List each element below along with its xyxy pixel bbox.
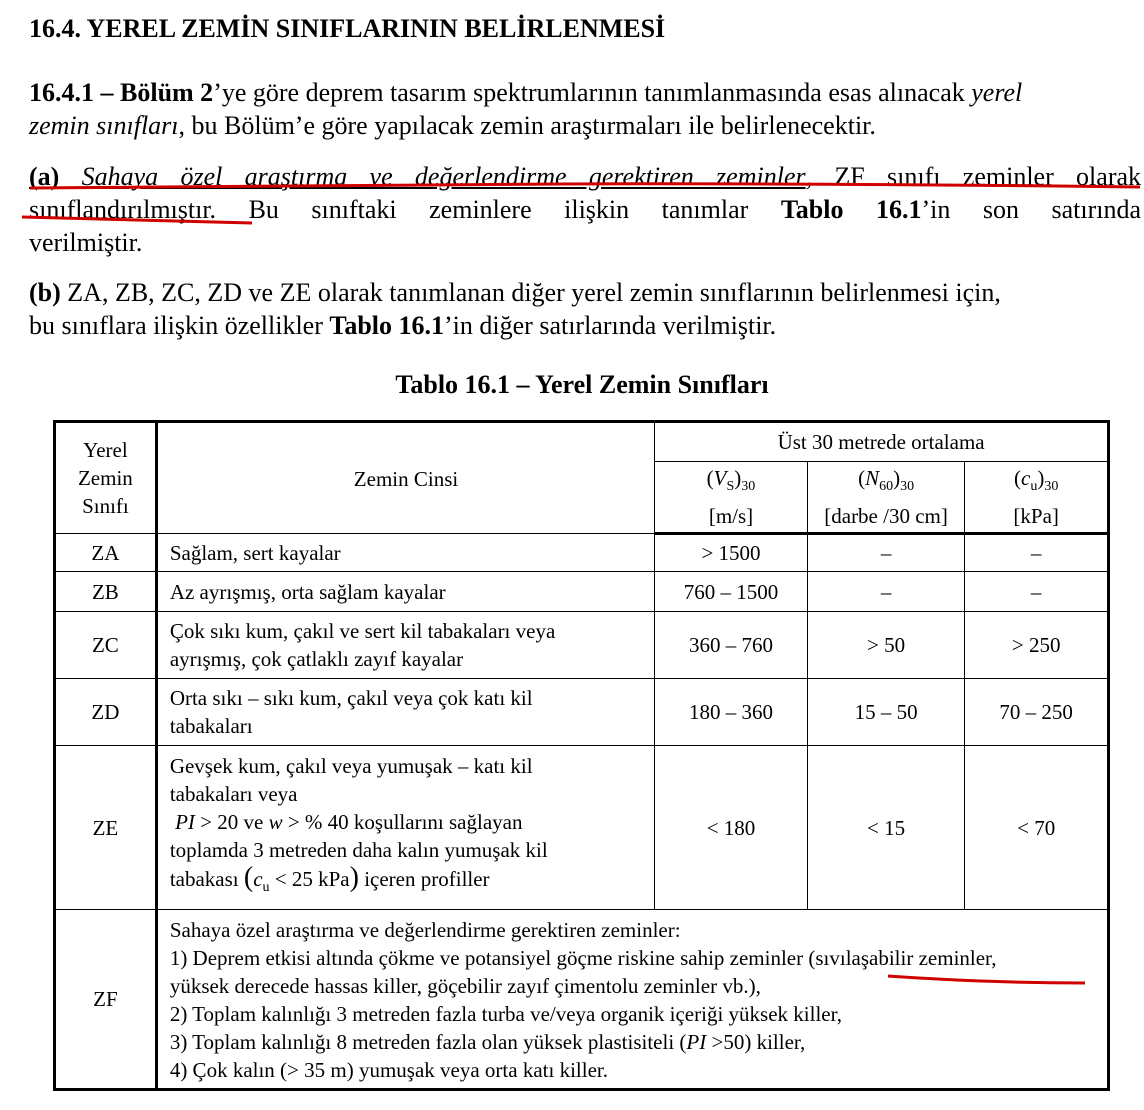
paragraph-text: verilmiştir. <box>29 228 143 257</box>
cu-cell: > 250 <box>965 612 1109 679</box>
soil-type-line: Gevşek kum, çakıl veya yumuşak – katı kil <box>169 754 533 779</box>
paragraph-italic: yerel <box>971 78 1023 107</box>
soil-class-cell: ZD <box>55 679 157 746</box>
table-row <box>55 746 1109 910</box>
zf-line: 2) Toplam kalınlığı 3 metreden fazla turba ve/veya organik içeriği yüksek killer, <box>169 1002 843 1026</box>
soil-type-line: tabakası ($c_u < 25$ kPa) içeren profiller <box>169 862 490 896</box>
header-text: Zemin <box>77 466 133 490</box>
zf-line: 1) Deprem etkisi altında çökme ve potansiyel göçme riskine sahip zeminler (sıvılaşabilir zeminler, <box>169 946 997 970</box>
section-heading: 16.4. YEREL ZEMİN SINIFLARININ BELİRLENMESİ <box>29 14 666 43</box>
vs30-cell: 180 – 360 <box>655 679 808 746</box>
symbol-n60: N <box>865 466 880 491</box>
header-soil-class <box>55 422 157 534</box>
table-row <box>55 612 1109 679</box>
table-row <box>55 534 1109 572</box>
paragraph-text: , ZF sınıfı zeminler olarak <box>805 162 1142 191</box>
header-n60-30: $(N_{60})_{30}$ [darbe /30 cm] <box>807 462 965 534</box>
soil-type-line: toplamda 3 metreden daha kalın yumuşak kil <box>169 838 548 863</box>
header-vs30: $(V_S)_{30}$ [m/s] <box>655 462 808 534</box>
soil-class-table <box>53 420 1110 1091</box>
symbol-pi: PI <box>686 1030 707 1054</box>
header-soil-type: Zemin Cinsi <box>156 422 654 534</box>
clause-label-b: (b) <box>29 278 61 307</box>
header-avg-30m: Üst 30 metrede ortalama <box>655 422 1109 462</box>
paragraph-text: ’in son satırında <box>921 195 1142 224</box>
n60-cell: – <box>807 572 965 612</box>
zf-line: Sahaya özel araştırma ve değerlendirme gerektiren zeminler: <box>169 918 681 942</box>
symbol-w: w <box>268 810 283 835</box>
table-header-row <box>55 422 1109 462</box>
soil-class-cell: ZE <box>55 746 157 910</box>
symbol-cu: c <box>253 867 263 892</box>
soil-type-text: içeren profiller <box>358 867 490 892</box>
soil-type-cell <box>156 746 654 910</box>
subscript: 30 <box>741 479 756 495</box>
vs30-cell: > 1500 <box>655 534 808 572</box>
table-reference: Tablo 16.1 <box>329 311 445 340</box>
soil-type-line: ayrışmış, çok çatlaklı zayıf kayalar <box>169 647 464 671</box>
table-row-zf <box>55 910 1109 1090</box>
paragraph-italic: zemin sınıfları <box>29 111 179 140</box>
zf-line <box>170 1028 1107 1056</box>
paragraph-text: ’in diğer satırlarında verilmiştir. <box>444 311 777 340</box>
zf-line: yüksek derecede hassas killer, göçebilir zayıf çimentolu zeminler vb.), <box>169 974 761 998</box>
table-row <box>55 679 1109 746</box>
header-text: Yerel <box>83 438 128 462</box>
cu-cell: – <box>965 534 1109 572</box>
zf-line: 4) Çok kalın (> 35 m) yumuşak veya orta katı killer. <box>169 1058 608 1082</box>
n60-cell: 15 – 50 <box>807 679 965 746</box>
soil-class-cell: ZA <box>55 534 157 572</box>
n60-cell: < 15 <box>807 746 965 910</box>
paragraph-a <box>29 160 1144 259</box>
paragraph-16-4-1 <box>29 76 1144 142</box>
subscript: 30 <box>900 479 915 495</box>
soil-type-cell <box>156 612 654 679</box>
soil-type-cell: Sağlam, sert kayalar <box>156 534 654 572</box>
soil-class-cell: ZC <box>55 612 157 679</box>
header-cu30: $(c_u)_{30}$ [kPa] <box>965 462 1109 534</box>
symbol-vs: V <box>713 466 727 491</box>
soil-type-line: Orta sıkı – sıkı kum, çakıl veya çok katı kil <box>169 686 533 710</box>
unit-label: [m/s] <box>708 503 754 528</box>
paragraph-italic: Sahaya özel araştırma ve değerlendirme gerektiren zeminler <box>81 162 806 191</box>
cu-cell: – <box>965 572 1109 612</box>
cu-cell: 70 – 250 <box>965 679 1109 746</box>
condition-text: > % 40 koşullarını sağlayan <box>287 810 523 835</box>
unit-label: [darbe /30 cm] <box>824 503 948 528</box>
symbol-cu: c <box>1021 466 1031 491</box>
paragraph-text: sınıflandırılmıştır. <box>29 195 217 224</box>
vs30-cell: 360 – 760 <box>655 612 808 679</box>
soil-type-cell: Az ayrışmış, orta sağlam kayalar <box>156 572 654 612</box>
clause-number: 16.4.1 – Bölüm 2 <box>29 78 214 107</box>
soil-type-line: tabakaları veya <box>169 782 298 807</box>
paragraph-text: , bu Bölüm’e göre yapılacak zemin araştırmaları ile belirlenecektir. <box>178 111 876 140</box>
unit-label: [kPa] <box>1013 503 1059 528</box>
vs30-cell: < 180 <box>655 746 808 910</box>
zf-description-cell <box>156 910 1108 1090</box>
soil-class-cell: ZB <box>55 572 157 612</box>
paragraph-b <box>29 276 1144 342</box>
subscript: u <box>262 880 270 896</box>
paragraph-text: Bu sınıftaki zeminlere ilişkin tanımlar <box>216 195 781 224</box>
table-row <box>55 572 1109 612</box>
paragraph-text: ZA, ZB, ZC, ZD ve ZE olarak tanımlanan diğer yerel zemin sınıflarının belirlenmesi için, <box>60 278 1001 307</box>
n60-cell: – <box>807 534 965 572</box>
table-title: Tablo 16.1 – Yerel Zemin Sınıfları <box>395 370 769 399</box>
vs30-cell: 760 – 1500 <box>655 572 808 612</box>
soil-class-cell: ZF <box>55 910 157 1090</box>
clause-label-a: (a) <box>29 162 60 191</box>
table-reference: Tablo 16.1 <box>780 195 922 224</box>
subscript: u <box>1030 479 1038 495</box>
paragraph-text: ’ye göre deprem tasarım spektrumlarının tanımlanmasında esas alınacak <box>213 78 972 107</box>
cu-cell: < 70 <box>965 746 1109 910</box>
soil-type-line: Çok sıkı kum, çakıl ve sert kil tabakaları veya <box>169 619 556 643</box>
condition-text: > 20 ve <box>200 810 269 835</box>
subscript: S <box>726 479 735 495</box>
soil-type-text: tabakası <box>169 867 244 892</box>
soil-type-cell <box>156 679 654 746</box>
zf-text: >50) killer, <box>706 1030 806 1054</box>
soil-type-condition <box>170 808 654 836</box>
subscript: 60 <box>879 479 894 495</box>
symbol-pi: PI <box>175 810 195 835</box>
n60-cell: > 50 <box>807 612 965 679</box>
soil-type-line: tabakaları <box>169 714 253 738</box>
header-text: Sınıfı <box>82 494 129 518</box>
subscript: 30 <box>1044 479 1059 495</box>
paragraph-text: bu sınıflara ilişkin özellikler <box>29 311 330 340</box>
zf-text: 3) Toplam kalınlığı 8 metreden fazla olan yüksek plastisiteli ( <box>169 1030 687 1054</box>
condition-text: < 25 kPa <box>274 867 350 892</box>
